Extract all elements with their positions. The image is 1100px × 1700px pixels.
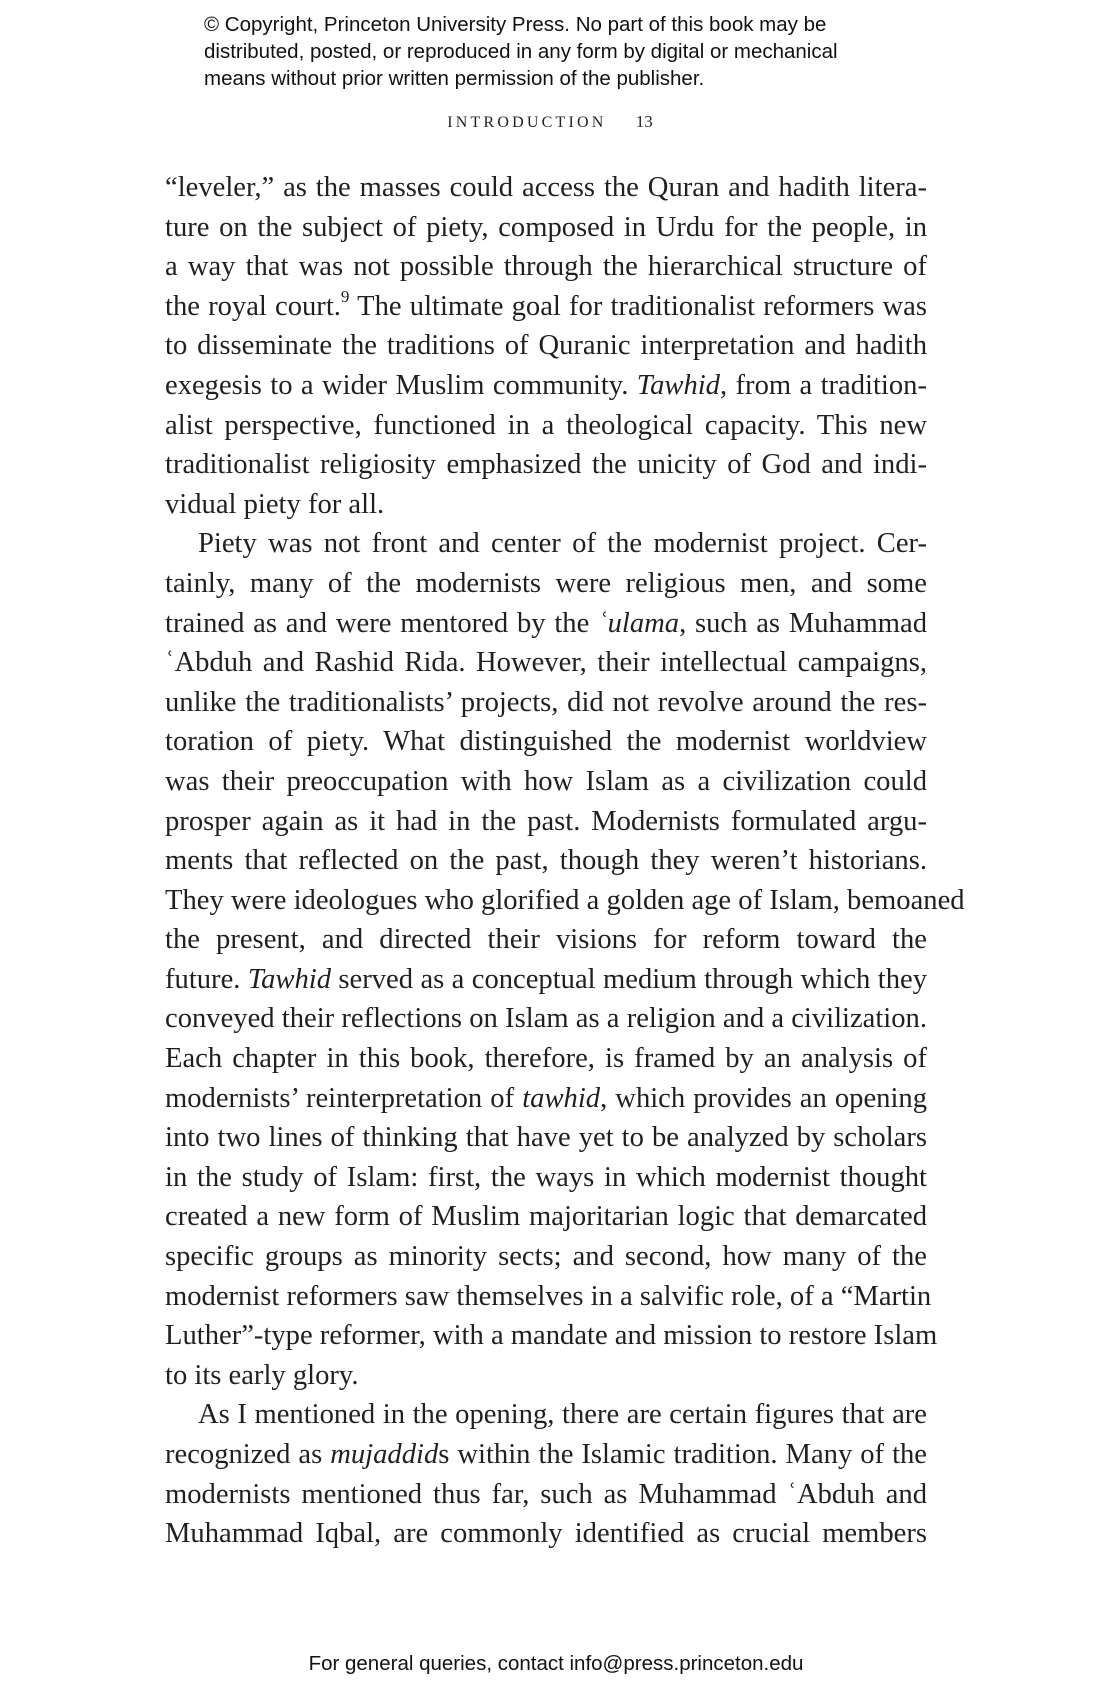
text-line: traditionalist religiosity emphasized the unicity of God and indi- (165, 449, 927, 481)
text-line: vidual piety for all. (165, 488, 385, 520)
page-number: 13 (635, 112, 653, 131)
text-line: recognized as mujaddids within the Islamic tradition. Many of the (165, 1439, 927, 1470)
italic-term: mujaddid (330, 1439, 439, 1470)
italic-term: Tawhid (247, 963, 332, 995)
text-line: exegesis to a wider Muslim community. Tawhid, from a tradition- (165, 369, 927, 401)
text-line: to disseminate the traditions of Quranic interpretation and hadith (165, 330, 927, 362)
italic-term: Tawhid (636, 369, 720, 401)
text-line: ments that reflected on the past, though they weren’t historians. (165, 845, 927, 877)
copyright-line: distributed, posted, or reproduced in any form by digital or mechanical (204, 40, 838, 63)
text-line: the present, and directed their visions for reform toward the (165, 924, 927, 956)
text-line: Muhammad Iqbal, are commonly identified as crucial members (165, 1518, 927, 1550)
text-line: Luther”-type reformer, with a mandate and mission to restore Islam (165, 1320, 938, 1352)
text-line: toration of piety. What distinguished the modernist worldview (165, 726, 927, 758)
copyright-notice (204, 11, 924, 92)
text-line: “leveler,” as the masses could access the Quran and hadith litera- (165, 172, 927, 203)
italic-term: tawhid (522, 1082, 601, 1114)
text-line: trained as and were mentored by the ʿulama, such as Muhammad (165, 607, 927, 639)
text-line: prosper again as it had in the past. Modernists formulated argu- (165, 805, 927, 837)
text-line: modernists mentioned thus far, such as Muhammad ʿAbduh and (165, 1478, 927, 1510)
running-head (0, 112, 1100, 132)
copyright-line: © Copyright, Princeton University Press. No part of this book may be (204, 13, 827, 36)
text-line: was their preoccupation with how Islam as a civilization could (165, 765, 927, 797)
body-text (165, 168, 965, 1554)
copyright-line: means without prior written permission of the publisher. (204, 67, 705, 90)
text-line: conveyed their reflections on Islam as a religion and a civilization. (165, 1003, 927, 1035)
text-line: to its early glory. (165, 1359, 359, 1391)
text-line: into two lines of thinking that have yet to be analyzed by scholars (165, 1122, 927, 1154)
text-line: alist perspective, functioned in a theological capacity. This new (165, 409, 927, 441)
text-line: unlike the traditionalists’ projects, did not revolve around the res- (165, 686, 927, 718)
text-line: modernist reformers saw themselves in a salvific role, of a “Martin (165, 1280, 932, 1312)
text-line: in the study of Islam: first, the ways in which modernist thought (165, 1161, 927, 1193)
text-line: a way that was not possible through the hierarchical structure of (165, 251, 927, 283)
text-line: the royal court.$^9$ The ultimate goal for traditionalist reformers was (165, 286, 927, 322)
text-line: created a new form of Muslim majoritarian logic that demarcated (165, 1201, 927, 1233)
text-line: ʿAbduh and Rashid Rida. However, their intellectual campaigns, (165, 647, 927, 679)
text-line: modernists’ reinterpretation of tawhid, which provides an opening (165, 1082, 927, 1114)
text-line: tainly, many of the modernists were religious men, and some (165, 567, 927, 599)
running-head-title: INTRODUCTION (447, 114, 607, 131)
text-line: specific groups as minority sects; and second, how many of the (165, 1241, 927, 1273)
footnote-marker-9[interactable]: 9 (340, 286, 350, 306)
text-line: Each chapter in this book, therefore, is framed by an analysis of (165, 1043, 927, 1075)
text-line: ture on the subject of piety, composed in Urdu for the people, in (165, 211, 927, 243)
paragraph-start-line: Piety was not front and center of the modernist project. Cer- (198, 528, 927, 560)
footer-contact: For general queries, contact info@press.princeton.edu (308, 1652, 804, 1675)
text-line: future. Tawhid served as a conceptual medium through which they (165, 963, 927, 995)
text-line: They were ideologues who glorified a golden age of Islam, bemoaned (165, 884, 965, 916)
italic-term: ʿulama (598, 607, 680, 639)
paragraph-start-line: As I mentioned in the opening, there are certain figures that are (198, 1399, 927, 1431)
